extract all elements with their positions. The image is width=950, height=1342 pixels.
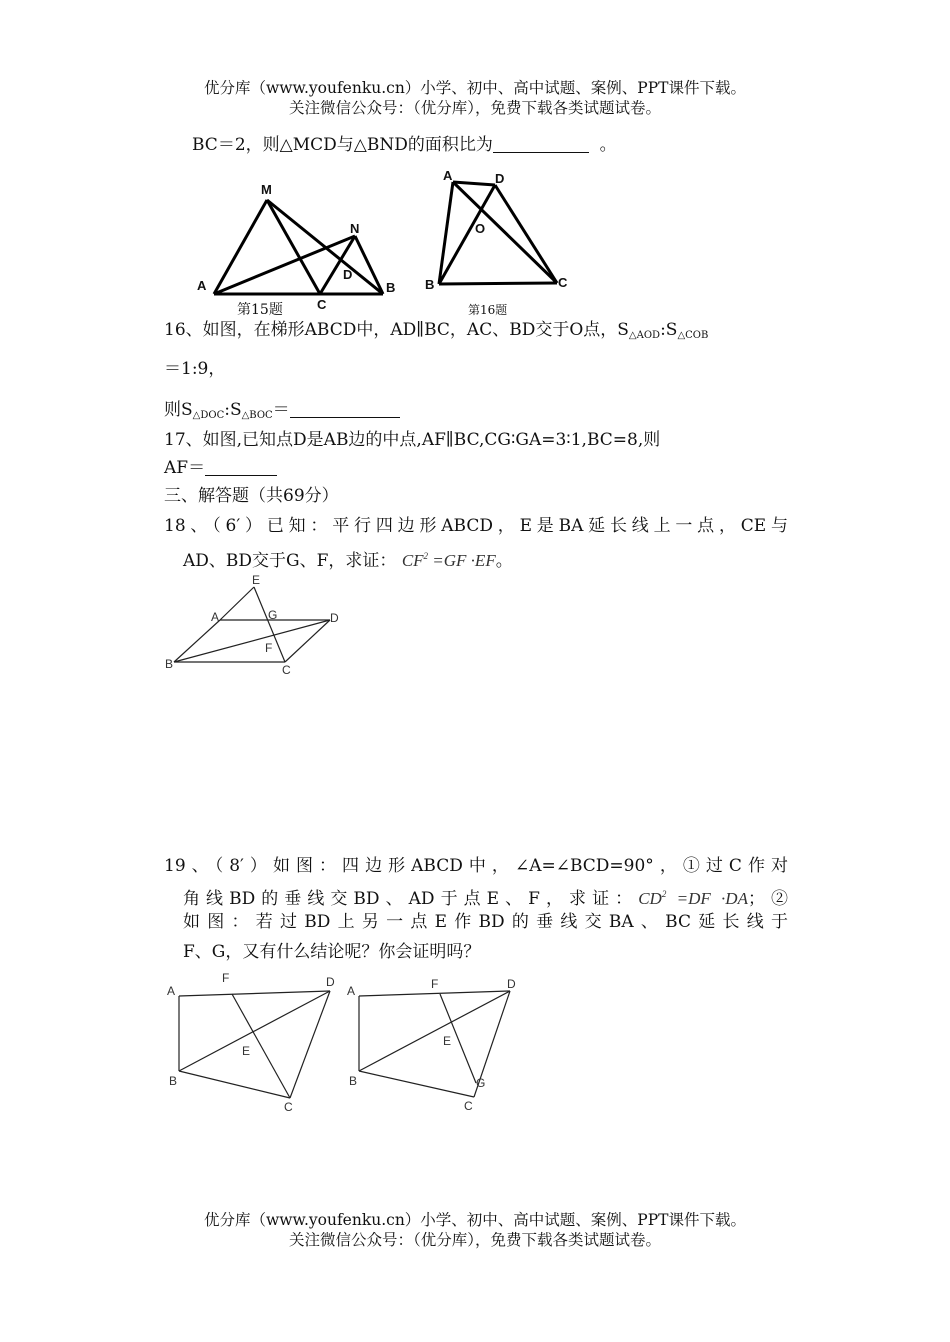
q16-sub-cob: △COB: [677, 330, 709, 341]
q19-line-3: 如图：若过BD上另一点E作BD的垂线交BA、BC延长线于: [183, 912, 788, 932]
header-line-1: 优分库（www.youfenku.cn）小学、初中、高中试题、案例、PPT课件下载。: [203, 79, 747, 97]
fig18-label-f: F: [265, 641, 273, 655]
q16-l3-pre: 则S: [164, 400, 193, 420]
footer-line-1: 优分库（www.youfenku.cn）小学、初中、高中试题、案例、PPT课件下载。: [203, 1211, 747, 1229]
fig18-label-a: A: [211, 610, 220, 624]
figure-18: [162, 570, 352, 680]
fig19b-label-a: A: [347, 984, 356, 998]
q15-text: [192, 133, 617, 157]
q18-formula: $CF^2 =GF \cdot EF$: [401, 551, 496, 570]
q19-formula: $CD^2 =DF \cdot DA$: [638, 889, 748, 908]
q17-answer-blank: [205, 457, 277, 476]
q19-line-2-end: ；②: [747, 889, 789, 909]
q16-sub-boc: △BOC: [241, 410, 273, 421]
fig18-label-c: C: [282, 663, 291, 677]
fig19b-label-e: E: [443, 1034, 452, 1048]
q17-af: AF＝: [164, 458, 206, 478]
fig19b-label-f: F: [431, 977, 439, 991]
q16-l3-eq: ＝: [272, 400, 290, 420]
q15-text-body: BC＝2，则△MCD与△BND的面积比为: [192, 135, 493, 155]
fig19b-label-g: G: [476, 1076, 486, 1090]
section3-title: 三、解答题（共69分）: [164, 486, 339, 506]
fig15-label-b: B: [386, 280, 396, 295]
fig16-label-b: B: [425, 277, 435, 292]
fig15-label-c: C: [317, 297, 327, 312]
fig19b-label-d: D: [507, 977, 516, 991]
fig19a-line-bc: [179, 1071, 290, 1098]
fig19a-label-b: B: [169, 1074, 178, 1088]
q16-sub-aod: △AOD: [628, 330, 661, 341]
fig16-line-db: [439, 185, 495, 284]
fig15-label-d: D: [343, 267, 353, 282]
q16-answer-blank: [290, 399, 400, 418]
fig16-label-c: C: [558, 275, 568, 290]
fig19a-label-f: F: [222, 971, 230, 985]
fig16-label-a: A: [443, 168, 453, 183]
figure-19-2: [340, 965, 530, 1115]
q19-line-1: 19、（8′）如图：四边形ABCD中，∠A=∠BCD=90°，①过C作对: [164, 856, 788, 876]
q18-end: 。: [495, 551, 513, 571]
fig19a-label-d: D: [326, 975, 335, 989]
q19-line-4: F、G，又有什么结论呢？你会证明吗？: [183, 942, 481, 962]
figure-16: [422, 165, 582, 315]
fig15-line-nb: [355, 236, 383, 294]
fig15-caption: 第15题: [237, 302, 283, 318]
fig15-line-an: [214, 236, 355, 294]
fig19a-label-c: C: [284, 1100, 293, 1114]
fig19a-label-e: E: [242, 1044, 251, 1058]
footer-line-2: 关注微信公众号：（优分库），免费下载各类试题试卷。: [288, 1231, 661, 1249]
fig16-label-d: D: [495, 171, 505, 186]
fig18-label-e: E: [252, 573, 261, 587]
q16-l3-colon: :S: [224, 400, 242, 420]
q17-line-1: 17、如图,已知点D是AB边的中点,AF∥BC,CG∶GA=3∶1,BC=8,则: [164, 430, 661, 450]
q15-answer-blank: [493, 134, 589, 153]
fig19b-label-b: B: [349, 1074, 358, 1088]
header-line-2: 关注微信公众号：（优分库），免费下载各类试题试卷。: [288, 99, 661, 117]
q19-line-2-text: 角线BD的垂线交BD、AD于点E、F，求证：: [183, 889, 639, 909]
q17-line-2: [164, 456, 277, 480]
q16-line-1: [164, 318, 708, 348]
fig15-line-am: [214, 200, 267, 294]
q16-line-3: [164, 398, 400, 428]
fig18-line-ea: [220, 587, 254, 620]
figure-19-1: [160, 965, 350, 1115]
fig19a-line-ad: [179, 991, 330, 996]
q18-text: AD、BD交于G、F，求证：: [183, 551, 397, 571]
fig18-label-b: B: [165, 657, 174, 671]
figure-15: [190, 175, 410, 320]
fig19a-label-a: A: [167, 984, 176, 998]
q16-sub-doc: △DOC: [192, 410, 225, 421]
fig16-line-dc: [495, 185, 557, 283]
fig19b-line-ad: [359, 991, 510, 996]
q18-line-1: 18、（6′）已知：平行四边形ABCD，E是BA延长线上一点，CE与: [164, 516, 789, 536]
q16-line-2: ＝1:9，: [164, 359, 226, 379]
q18-line-2: [183, 544, 513, 573]
fig16-caption: 第16题: [468, 303, 508, 317]
fig15-label-m: M: [261, 182, 272, 197]
fig15-line-mc: [267, 200, 320, 294]
fig19b-line-bc: [359, 1071, 474, 1097]
q16-colon: :S: [660, 320, 678, 340]
fig19b-label-c: C: [464, 1099, 473, 1113]
fig19a-line-bd: [179, 991, 330, 1071]
fig18-label-g: G: [268, 608, 278, 622]
fig16-line-cb: [439, 283, 557, 284]
fig16-label-o: O: [475, 221, 486, 236]
q15-end: 。: [599, 135, 617, 155]
fig19a-line-cd: [290, 991, 330, 1098]
fig16-line-ad: [453, 182, 495, 185]
fig18-label-d: D: [330, 611, 339, 625]
fig15-label-n: N: [350, 221, 360, 236]
fig15-label-a: A: [197, 278, 207, 293]
fig19a-line-fc: [232, 994, 290, 1098]
q16-text: 16、如图，在梯形ABCD中，AD∥BC，AC、BD交于O点，S: [164, 320, 629, 340]
